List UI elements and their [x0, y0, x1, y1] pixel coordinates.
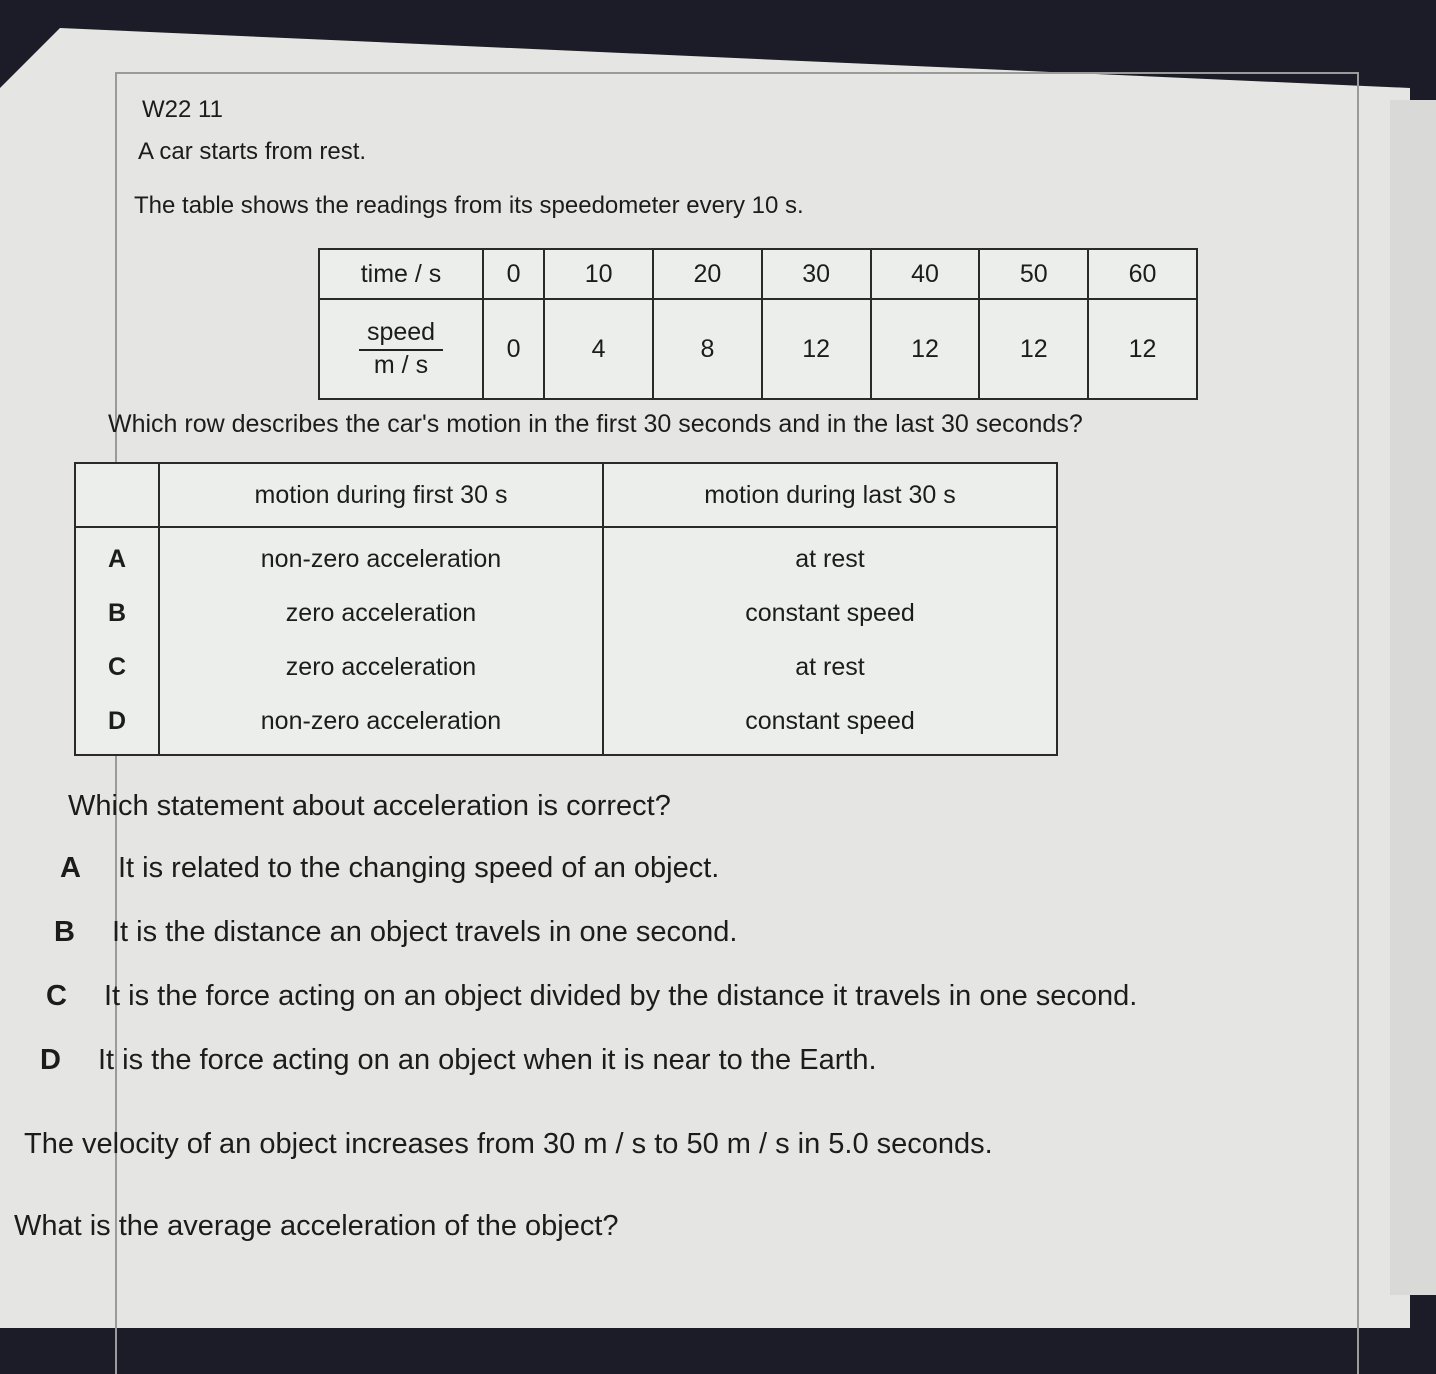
- option-letter: B: [54, 916, 75, 948]
- speed-cell: 0: [483, 299, 544, 399]
- option-letter: D: [40, 1044, 61, 1076]
- time-cell: 60: [1088, 249, 1197, 299]
- time-cell: 0: [483, 249, 544, 299]
- q3-question: What is the average acceleration of the object?: [14, 1210, 619, 1242]
- option-letter: A: [60, 852, 81, 884]
- last-motion-value: constant speed: [745, 707, 915, 735]
- q2-option-a[interactable]: [60, 852, 719, 885]
- col-first-header: motion during first 30 s: [159, 463, 603, 527]
- q2-option-b[interactable]: [54, 916, 737, 949]
- corner-cell: [75, 463, 159, 527]
- motion-header-row: [75, 463, 1057, 527]
- option-text: It is the force acting on an object divided by the distance it travels in one second.: [104, 980, 1138, 1012]
- last-motion-cell: [603, 527, 1057, 755]
- question-intro: A car starts from rest.: [138, 138, 367, 165]
- time-cell: 10: [544, 249, 653, 299]
- time-row: [319, 249, 1197, 299]
- col-last-header: motion during last 30 s: [603, 463, 1057, 527]
- last-motion-value: constant speed: [745, 599, 915, 627]
- q3-statement: The velocity of an object increases from 30 m / s to 50 m / s in 5.0 seconds.: [24, 1128, 993, 1160]
- row-letter: C: [107, 653, 127, 681]
- row-letter: B: [107, 599, 127, 627]
- option-text: It is related to the changing speed of an object.: [118, 852, 720, 884]
- first-motion-value: non-zero acceleration: [260, 545, 502, 573]
- speed-label: [319, 299, 483, 399]
- speed-cell: 12: [871, 299, 980, 399]
- table-intro: The table shows the readings from its speedometer every 10 s.: [134, 192, 804, 219]
- speed-cell: 12: [1088, 299, 1197, 399]
- option-text: It is the force acting on an object when it is near to the Earth.: [98, 1044, 877, 1076]
- page-edge: [1390, 100, 1436, 1295]
- first-motion-value: zero acceleration: [285, 599, 477, 627]
- first-motion-value: non-zero acceleration: [260, 707, 502, 735]
- speed-cell: 12: [762, 299, 871, 399]
- option-text: It is the distance an object travels in one second.: [112, 916, 738, 948]
- row-letter: D: [107, 707, 127, 735]
- q2-question: Which statement about acceleration is correct?: [68, 790, 671, 822]
- speed-row: [319, 299, 1197, 399]
- speed-cell: 4: [544, 299, 653, 399]
- time-cell: 40: [871, 249, 980, 299]
- last-motion-value: at rest: [795, 545, 865, 573]
- first-motion-cell: [159, 527, 603, 755]
- speed-cell: 12: [979, 299, 1088, 399]
- first-motion-value: zero acceleration: [285, 653, 477, 681]
- last-motion-value: at rest: [795, 653, 865, 681]
- speed-label-bottom: m / s: [373, 351, 429, 379]
- speed-cell: 8: [653, 299, 762, 399]
- option-letter: C: [46, 980, 67, 1012]
- q2-option-d[interactable]: [40, 1044, 877, 1077]
- speed-table: [318, 248, 1198, 400]
- motion-table: [74, 462, 1058, 756]
- time-cell: 30: [762, 249, 871, 299]
- speed-label-top: speed: [359, 318, 443, 351]
- time-cell: 50: [979, 249, 1088, 299]
- q2-option-c[interactable]: [46, 980, 1137, 1013]
- time-label: time / s: [319, 249, 483, 299]
- row-letter: A: [107, 545, 127, 573]
- motion-body-row: [75, 527, 1057, 755]
- time-cell: 20: [653, 249, 762, 299]
- q1-question: Which row describes the car's motion in the first 30 seconds and in the last 30 seconds?: [108, 410, 1083, 438]
- question-ref: W22 11: [142, 96, 223, 123]
- letter-cell: [75, 527, 159, 755]
